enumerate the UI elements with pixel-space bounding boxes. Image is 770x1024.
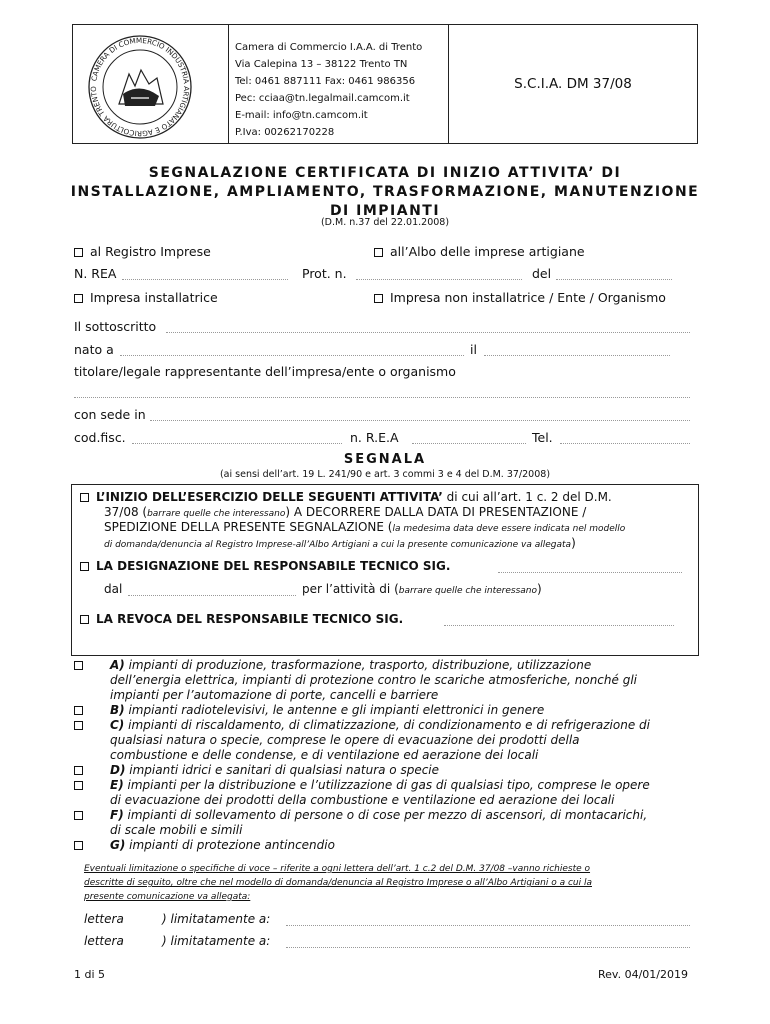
activities-list xyxy=(74,658,714,853)
option-label: al Registro Imprese xyxy=(90,244,211,259)
sottoscritto-field[interactable] xyxy=(166,332,690,333)
activity-line xyxy=(110,808,714,823)
designazione-label: LA DESIGNAZIONE DEL RESPONSABILE TECNICO SIG. xyxy=(96,559,451,573)
document-subtitle: (D.M. n.37 del 22.01.2008) xyxy=(320,217,450,228)
text-part: barrare quelle che interessano xyxy=(398,586,538,596)
checkbox-icon[interactable] xyxy=(80,615,89,624)
activity-line xyxy=(110,838,714,853)
activity-letter: B) xyxy=(110,703,125,717)
inizio-option[interactable] xyxy=(80,490,612,505)
activity-item[interactable] xyxy=(74,763,714,778)
activity-text: impianti per la distribuzione e l’utilizzazione di gas di qualsiasi tipo, comprese le opere xyxy=(123,778,650,792)
activity-line xyxy=(110,673,714,688)
page-number: 1 di 5 xyxy=(74,968,106,981)
responsabile-name-field[interactable] xyxy=(498,572,682,573)
title-line: DI IMPIANTI xyxy=(329,203,441,219)
pec-link[interactable]: Pec: cciaa@tn.legalmail.camcom.it xyxy=(235,93,410,104)
phone-line: Tel: 0461 887111 Fax: 0461 986356 xyxy=(235,76,416,87)
organization-field[interactable] xyxy=(74,397,690,398)
il-label: il xyxy=(470,342,477,357)
activity-text: di scale mobili e simili xyxy=(110,823,243,837)
rea-number-field[interactable] xyxy=(412,443,526,444)
title-line: SEGNALAZIONE CERTIFICATA DI INIZIO ATTIVITA’ DI xyxy=(148,165,622,181)
checkbox-icon[interactable] xyxy=(74,294,83,303)
codfisc-field[interactable] xyxy=(132,443,342,444)
option-label: Impresa non installatrice / Ente / Organismo xyxy=(390,290,666,305)
limitations-note xyxy=(84,862,694,904)
checkbox-icon[interactable] xyxy=(74,811,83,820)
activity-item[interactable] xyxy=(74,808,714,838)
activity-letter: F) xyxy=(110,808,124,822)
form-code-cell xyxy=(449,25,697,143)
checkbox-icon[interactable] xyxy=(80,493,89,502)
tel-field[interactable] xyxy=(560,443,690,444)
inizio-line xyxy=(104,536,576,553)
checkbox-icon[interactable] xyxy=(74,248,83,257)
limit-field[interactable] xyxy=(286,947,690,948)
revision-date: Rev. 04/01/2019 xyxy=(598,968,688,981)
activity-letter: C) xyxy=(110,718,125,732)
text-part: di domanda/denuncia al Registro Imprese-all’Albo Artigiani a cui la presente comunicazione va allegata xyxy=(104,540,572,550)
checkbox-icon[interactable] xyxy=(74,781,83,790)
text-part: ) A DECORRERE DALLA DATA DI PRESENTAZIONE / xyxy=(285,505,587,519)
activity-item[interactable] xyxy=(74,778,714,808)
designazione-option[interactable] xyxy=(80,559,450,574)
limit-field[interactable] xyxy=(286,925,690,926)
checkbox-icon[interactable] xyxy=(374,248,383,257)
activity-line xyxy=(110,733,714,748)
checkbox-icon[interactable] xyxy=(74,841,83,850)
impresa-non-installatrice-option[interactable] xyxy=(374,290,666,305)
piva-line: P.Iva: 00262170228 xyxy=(235,127,335,138)
activity-line xyxy=(110,763,714,778)
activity-line xyxy=(110,658,714,673)
address-line: Via Calepina 13 – 38122 Trento TN xyxy=(235,59,408,70)
activity-line xyxy=(110,718,714,733)
text-part: la medesima data deve essere indicata nel modello xyxy=(392,524,626,534)
tel-label: Tel. xyxy=(532,430,553,445)
codfisc-label: cod.fisc. xyxy=(74,430,126,445)
activity-text: impianti di produzione, trasformazione, trasporto, distribuzione, utilizzazione xyxy=(124,658,592,672)
limit-label: ) limitatamente a: xyxy=(162,912,271,926)
lettera-label: lettera xyxy=(84,934,124,948)
text-part: ) xyxy=(537,582,542,596)
activity-letter: E) xyxy=(110,778,124,792)
activity-line xyxy=(110,793,714,808)
text-part: ) xyxy=(571,536,576,550)
activity-text: impianti per l’automazione di porte, cancelli e barriere xyxy=(110,688,439,702)
note-line: descritte di seguito, oltre che nel modello di domanda/denuncia al Registro Imprese o all’Albo Artigiani o a cui la xyxy=(84,878,592,888)
inizio-line xyxy=(104,520,625,537)
form-code: S.C.I.A. DM 37/08 xyxy=(514,76,632,92)
checkbox-icon[interactable] xyxy=(374,294,383,303)
attivita-label xyxy=(302,582,542,599)
sottoscritto-label: Il sottoscritto xyxy=(74,319,157,334)
registro-imprese-option[interactable] xyxy=(74,244,211,259)
birthdate-field[interactable] xyxy=(484,355,670,356)
prot-field[interactable] xyxy=(356,279,522,280)
sede-label: con sede in xyxy=(74,407,146,422)
dal-date-field[interactable] xyxy=(128,595,296,596)
activity-text: impianti di sollevamento di persone o di cose per mezzo di ascensori, di montacarichi, xyxy=(123,808,648,822)
checkbox-icon[interactable] xyxy=(74,661,83,670)
activity-line xyxy=(110,703,714,718)
albo-artigiane-option[interactable] xyxy=(374,244,585,259)
title-line: INSTALLAZIONE, AMPLIAMENTO, TRASFORMAZIONE, MANUTENZIONE xyxy=(70,184,700,200)
activity-text: impianti idrici e sanitari di qualsiasi natura o specie xyxy=(125,763,440,777)
activity-letter: D) xyxy=(110,763,126,777)
lettera-label: lettera xyxy=(84,912,124,926)
inizio-bold: L’INIZIO DELL’ESERCIZIO DELLE SEGUENTI ATTIVITA’ xyxy=(96,490,443,504)
activity-line xyxy=(110,688,714,703)
checkbox-icon[interactable] xyxy=(74,721,83,730)
limit-label: ) limitatamente a: xyxy=(162,934,271,948)
option-label: all’Albo delle imprese artigiane xyxy=(390,244,585,259)
activity-letter: G) xyxy=(110,838,126,852)
rea-field[interactable] xyxy=(122,279,288,280)
activity-item[interactable] xyxy=(74,703,714,718)
titolare-label: titolare/legale rappresentante dell’impresa/ente o organismo xyxy=(74,364,456,379)
text-part: barrare quelle che interessano xyxy=(147,509,286,519)
text-part: SPEDIZIONE DELLA PRESENTE SEGNALAZIONE ( xyxy=(104,520,393,534)
activity-text: impianti radiotelevisivi, le antenne e gli impianti elettronici in genere xyxy=(124,703,545,717)
checkbox-icon[interactable] xyxy=(80,562,89,571)
svg-text:CAMERA DI COMMERCIO INDUSTRIA: CAMERA DI COMMERCIO INDUSTRIA ARTIGIANATO E AGRICOLTURA TRENTO xyxy=(88,35,192,139)
activity-line xyxy=(110,748,714,763)
address-line: Camera di Commercio I.A.A. di Trento xyxy=(235,42,423,53)
revoca-label: LA REVOCA DEL RESPONSABILE TECNICO SIG. xyxy=(96,612,404,626)
birthplace-field[interactable] xyxy=(120,355,464,356)
rea-label: N. REA xyxy=(74,266,117,281)
option-label: Impresa installatrice xyxy=(90,290,218,305)
activity-item[interactable] xyxy=(74,658,714,703)
activity-item[interactable] xyxy=(74,838,714,853)
chamber-seal-logo xyxy=(87,34,193,140)
document-title xyxy=(60,164,710,221)
impresa-installatrice-option[interactable] xyxy=(74,290,218,305)
address-cell xyxy=(229,25,449,143)
checkbox-icon[interactable] xyxy=(74,706,83,715)
text-part: per l’attività di ( xyxy=(302,582,399,596)
activity-text: di evacuazione dei prodotti della combustione e ventilazione ed aerazione dei locali xyxy=(110,793,615,807)
activity-text: impianti di protezione antincendio xyxy=(125,838,335,852)
seal-cell xyxy=(73,25,229,143)
del-date-field[interactable] xyxy=(556,279,672,280)
segnala-subtitle: (ai sensi dell’art. 19 L. 241/90 e art. 3 commi 3 e 4 del D.M. 37/2008) xyxy=(219,469,551,480)
prot-label: Prot. n. xyxy=(302,266,347,281)
activity-text: dell’energia elettrica, impianti di protezione contro le scariche atmosferiche, nonché gli xyxy=(110,673,637,687)
email-link[interactable]: E-mail: info@tn.camcom.it xyxy=(235,110,368,121)
activity-line xyxy=(110,778,714,793)
activity-letter: A) xyxy=(110,658,125,672)
activity-text: qualsiasi natura o specie, comprese le opere di evacuazione dei prodotti della xyxy=(110,733,580,747)
sede-field[interactable] xyxy=(150,420,690,421)
dal-label: dal xyxy=(104,582,123,596)
revoca-name-field[interactable] xyxy=(444,625,674,626)
inizio-rest: di cui all’art. 1 c. 2 del D.M. xyxy=(442,490,612,504)
activity-text: impianti di riscaldamento, di climatizzazione, di condizionamento e di refrigerazione di xyxy=(124,718,650,732)
header-box xyxy=(72,24,698,144)
note-line: Eventuali limitazione o specifiche di voce – riferite a ogni lettera dell’art. 1 c.2 del D.M. 37/08 –vanno richieste o xyxy=(84,864,591,874)
nato-label: nato a xyxy=(74,342,114,357)
segnala-heading: SEGNALA xyxy=(343,452,427,467)
rea-number-label: n. R.E.A xyxy=(350,430,399,445)
revoca-option[interactable] xyxy=(80,612,403,627)
activity-text: combustione e delle condense, e di ventilazione ed aerazione dei locali xyxy=(110,748,539,762)
del-label: del xyxy=(532,266,552,281)
note-line: presente comunicazione va allegata: xyxy=(84,892,251,902)
text-part: 37/08 ( xyxy=(104,505,148,519)
checkbox-icon[interactable] xyxy=(74,766,83,775)
activity-line xyxy=(110,823,714,838)
activity-item[interactable] xyxy=(74,718,714,763)
